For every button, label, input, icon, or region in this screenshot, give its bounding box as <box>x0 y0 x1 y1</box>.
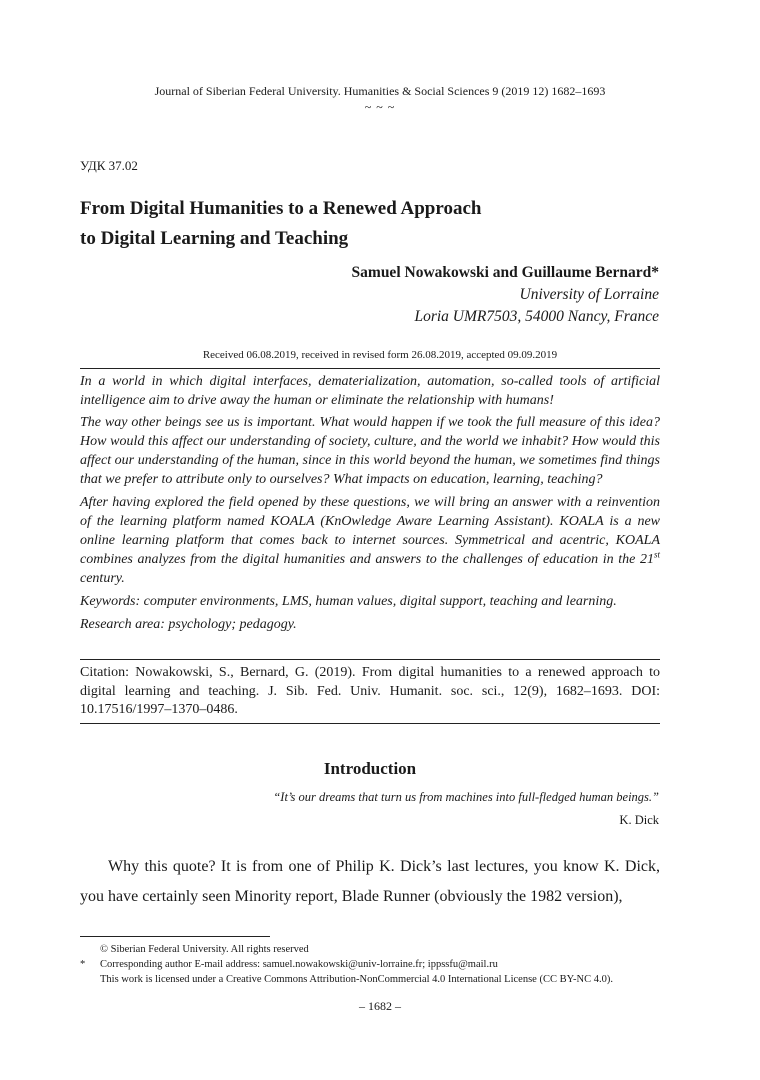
copyright-text: © Siberian Federal University. All rights reserved <box>100 944 309 955</box>
affiliation-lab: Loria UMR7503, 54000 Nancy, France <box>414 308 659 325</box>
epigraph-quote: “It’s our dreams that turn us from machines into full-fledged human beings.” <box>273 790 659 804</box>
abstract-top-rule <box>80 368 660 369</box>
corresponding-email-text: Corresponding author E-mail address: samuel.nowakowski@univ-lorraine.fr; ippssfu@mail.ru <box>100 959 498 970</box>
footnote-separator <box>80 936 270 937</box>
section-heading-introduction: Introduction <box>323 759 417 778</box>
header-ornament: ~ ~ ~ <box>364 100 396 114</box>
epigraph-author: K. Dick <box>619 813 659 827</box>
author-block <box>352 262 659 328</box>
abstract-paragraph-3 <box>80 493 660 588</box>
footnote-copyright <box>80 942 680 957</box>
page-number: – 1682 – <box>359 999 401 1013</box>
footnote-asterisk: * <box>80 959 86 970</box>
abstract-paragraph-1: In a world in which digital interfaces, dematerialization, automation, so-called tools of artificial intelligence aim to drive away the human or eliminate the relationship with humans! <box>80 374 660 408</box>
abstract-paragraph-2: The way other beings see us is important. What would happen if we took the full measure of this idea? How would this affect our understanding of society, culture, and the world we inhabit? How would this affect our understanding of the human, since in this world beyond the human, we sometimes find things that we prefer to attribute only to ourselves? What impacts on education, learning, teaching? <box>80 415 660 487</box>
intro-paragraph: Why this quote? It is from one of Philip K. Dick’s last lectures, you know K. Dick, you have certainly seen Minority report, Blade Runner (obviously the 1982 version), <box>80 858 660 905</box>
udk-code: УДК 37.02 <box>80 158 138 173</box>
footnote-license <box>80 972 680 987</box>
journal-header: Journal of Siberian Federal University. Humanities & Social Sciences 9 (2019 12) 1682–1693 <box>154 84 606 98</box>
research-area: Research area: psychology; pedagogy. <box>80 617 297 632</box>
author-names: Samuel Nowakowski and Guillaume Bernard* <box>351 264 659 281</box>
license-text: This work is licensed under a Creative Commons Attribution-NonCommercial 4.0 International License (CC BY-NC 4.0). <box>100 974 613 985</box>
abstract-paragraph-3-text: After having explored the field opened by these questions, we will bring an answer with a reinvention of the learning platform named KOALA (KnOwledge Aware Learning Assistant). KOALA is a new online learning platform that comes back to internet sources. Symmetrical and acentric, KOALA combines analyzes from the digital humanities and answers to the challenges of education in the 21 <box>80 495 660 567</box>
keywords: Keywords: computer environments, LMS, human values, digital support, teaching and learning. <box>80 594 617 609</box>
footnotes <box>80 942 680 987</box>
abstract-paragraph-3-end: century. <box>80 571 125 586</box>
abstract <box>80 372 660 638</box>
citation-bottom-rule <box>80 723 660 724</box>
citation-top-rule <box>80 659 660 660</box>
citation: Citation: Nowakowski, S., Bernard, G. (2019). From digital humanities to a renewed approach to digital learning and teaching. J. Sib. Fed. Univ. Humanit. soc. sci., 12(9), 1682–1693. DOI: 10.17516/1997–1370–0486. <box>80 665 660 717</box>
footnote-corresponding <box>80 957 680 972</box>
affiliation-university: University of Lorraine <box>519 286 659 303</box>
ordinal-suffix: st <box>653 549 660 560</box>
paper-title <box>80 194 680 254</box>
title-line-1: From Digital Humanities to a Renewed Approach <box>80 198 482 219</box>
title-line-2: to Digital Learning and Teaching <box>80 228 349 249</box>
received-dates: Received 06.08.2019, received in revised form 26.08.2019, accepted 09.09.2019 <box>202 349 558 361</box>
